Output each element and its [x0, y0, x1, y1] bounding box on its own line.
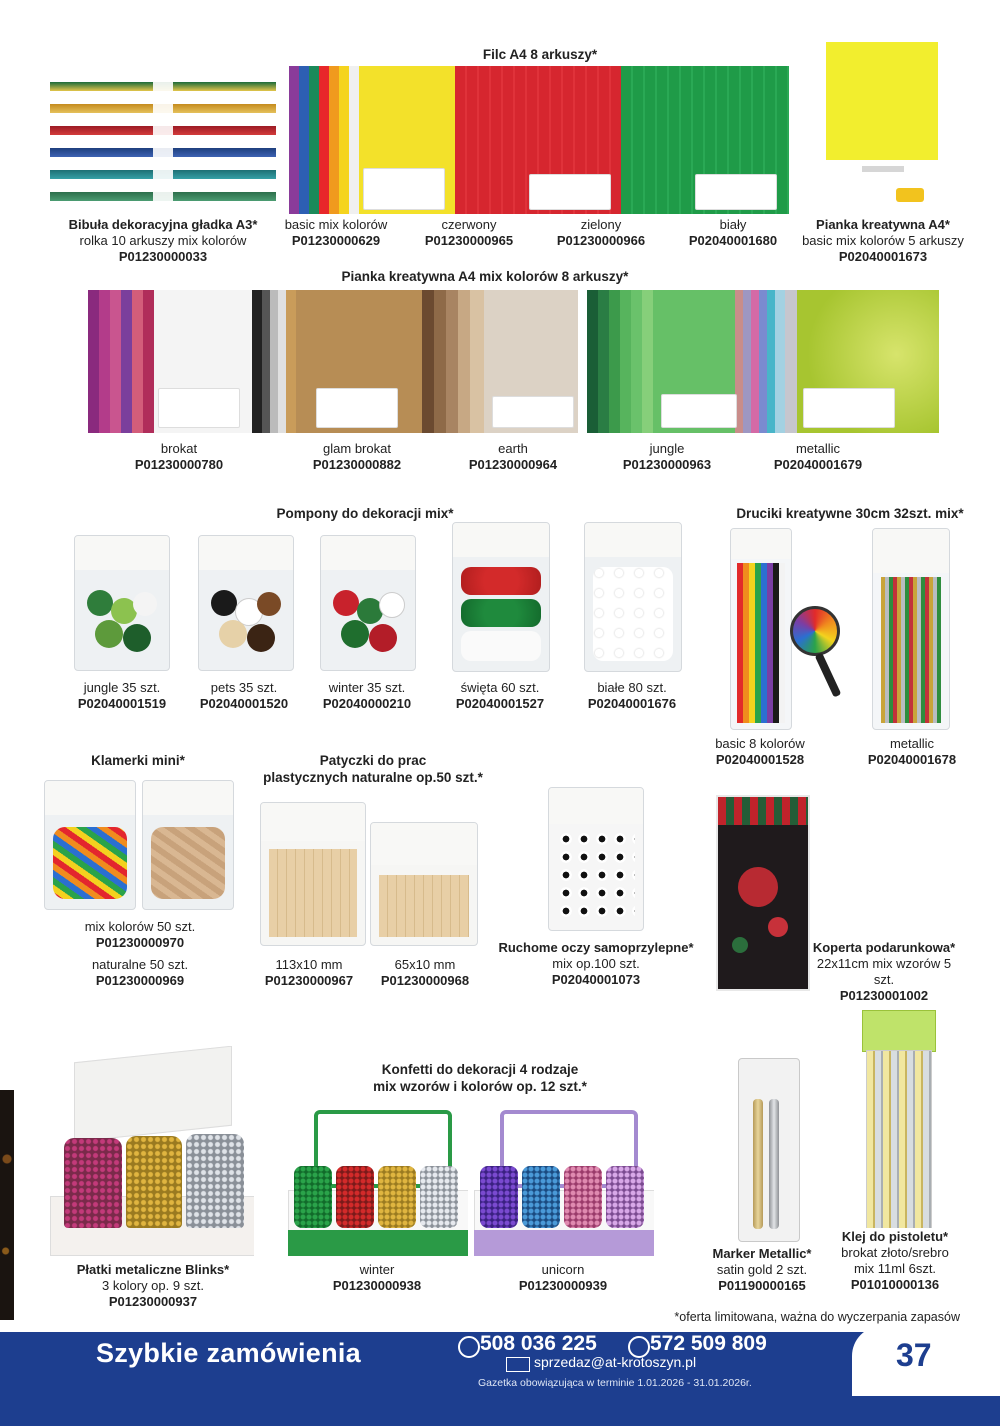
klamerki-code: P01230000970	[95, 935, 185, 950]
pianka-mix-desc: earth	[498, 441, 528, 456]
page-number: 37	[896, 1337, 932, 1373]
pianka-title: Pianka kreatywna A4*	[816, 217, 950, 232]
filc-label-icon	[529, 174, 611, 210]
pianka-mix-code: P01230000963	[622, 457, 712, 472]
filc-desc: biały	[719, 217, 747, 232]
pianka-mix-code: P01230000882	[312, 457, 402, 472]
filc-desc: czerwony	[441, 217, 497, 232]
patyczki-desc: 113x10 mm	[275, 957, 343, 972]
footnote: *oferta limitowana, ważna do wyczerpania zapasów	[674, 1310, 960, 1324]
pianka-mix-desc: glam brokat	[323, 441, 391, 456]
footer-title: Szybkie zamówienia	[96, 1338, 361, 1368]
pompony-desc: święta 60 szt.	[460, 680, 540, 695]
patyczki-code: P01230000967	[264, 973, 354, 988]
klej-desc-2: mix 11ml 6szt.	[853, 1261, 937, 1276]
bibula-desc: rolka 10 arkuszy mix kolorów	[79, 233, 247, 248]
druciki-desc: basic 8 kolorów	[715, 736, 805, 751]
pianka-mix-image-right	[587, 290, 939, 433]
pianka-label-icon	[316, 388, 398, 428]
pianka-label-icon	[158, 388, 240, 428]
pompony-winter-image	[320, 535, 416, 671]
pompony-biale-image	[584, 522, 682, 672]
koperta-code: P01230001002	[839, 988, 929, 1003]
marker-title: Marker Metallic*	[712, 1246, 812, 1261]
pompony-header: Pompony do dekoracji mix*	[276, 506, 454, 521]
filc-label-icon	[363, 168, 445, 210]
koperta-desc: 22x11cm mix wzorów 5 szt.	[816, 956, 952, 987]
filc-code: P02040001680	[688, 233, 778, 248]
konfetti-desc: winter	[359, 1262, 395, 1277]
klej-image	[858, 1010, 938, 1228]
pianka-mix-header: Pianka kreatywna A4 mix kolorów 8 arkuszy*	[341, 269, 629, 284]
druciki-header: Druciki kreatywne 30cm 32szt. mix*	[736, 506, 964, 521]
filc-desc: zielony	[580, 217, 622, 232]
oczy-image	[548, 787, 644, 931]
bibula-title: Bibuła dekoracyjna gładka A3*	[68, 217, 258, 232]
decor-strip	[0, 1090, 14, 1320]
pianka-label-icon	[803, 388, 895, 428]
druciki-basic-image	[730, 528, 792, 730]
druciki-metallic-image	[872, 528, 950, 730]
klej-title: Klej do pistoletu*	[841, 1229, 949, 1244]
footer-validity: Gazetka obowiązująca w terminie 1.01.2026 - 31.01.2026r.	[478, 1377, 752, 1389]
patyczki-code: P01230000968	[380, 973, 470, 988]
pianka-mix-code: P01230000780	[134, 457, 224, 472]
pianka-mix-desc: jungle	[649, 441, 685, 456]
bibula-code: P01230000033	[118, 249, 208, 264]
druciki-desc: metallic	[889, 736, 935, 751]
konfetti-header-1: Konfetti do dekoracji 4 rodzaje	[381, 1062, 579, 1077]
filc-code: P01230000965	[424, 233, 514, 248]
pompony-desc: pets 35 szt.	[210, 680, 278, 695]
filc-code: P01230000629	[291, 233, 381, 248]
pianka-label-icon	[492, 396, 574, 428]
pianka-mix-desc: metallic	[795, 441, 841, 456]
patyczki-desc: 65x10 mm	[394, 957, 456, 972]
koperta-title: Koperta podarunkowa*	[812, 940, 956, 955]
klamerki-desc: mix kolorów 50 szt.	[84, 919, 196, 934]
pompony-pets-image	[198, 535, 294, 671]
oczy-code: P02040001073	[551, 972, 641, 987]
klamerki-code: P01230000969	[95, 973, 185, 988]
pianka-label-icon	[661, 394, 737, 428]
footer-bar	[0, 1332, 1000, 1426]
pianka-image	[826, 42, 938, 210]
klamerki-natural-image	[142, 780, 234, 910]
pompony-code: P02040000210	[322, 696, 412, 711]
pompony-desc: winter 35 szt.	[328, 680, 406, 695]
marker-image	[738, 1058, 800, 1242]
pianka-mix-desc: brokat	[160, 441, 198, 456]
footer-phone-2[interactable]: 572 509 809	[650, 1332, 767, 1355]
klamerki-desc: naturalne 50 szt.	[91, 957, 189, 972]
pompony-code: P02040001676	[587, 696, 677, 711]
konfetti-code: P01230000939	[518, 1278, 608, 1293]
phone-icon	[458, 1336, 480, 1358]
filc-code: P01230000966	[556, 233, 646, 248]
patyczki-header-2: plastycznych naturalne op.50 szt.*	[263, 770, 483, 785]
filc-header: Filc A4 8 arkuszy*	[482, 47, 598, 62]
pianka-mix-code: P02040001679	[773, 457, 863, 472]
filc-desc: basic mix kolorów	[284, 217, 388, 232]
konfetti-code: P01230000938	[332, 1278, 422, 1293]
pompony-code: P02040001520	[199, 696, 289, 711]
konfetti-desc: unicorn	[541, 1262, 585, 1277]
platki-code: P01230000937	[108, 1294, 198, 1309]
pompony-jungle-image	[74, 535, 170, 671]
druciki-code: P02040001528	[715, 752, 805, 767]
marker-desc: satin gold 2 szt.	[716, 1262, 808, 1277]
oczy-desc: mix op.100 szt.	[552, 956, 640, 971]
pompony-desc: białe 80 szt.	[597, 680, 667, 695]
pompony-code: P02040001527	[455, 696, 545, 711]
magnifier-icon	[790, 606, 842, 700]
pompony-desc: jungle 35 szt.	[83, 680, 161, 695]
konfetti-header-2: mix wzorów i kolorów op. 12 szt.*	[373, 1079, 587, 1094]
pianka-code: P02040001673	[838, 249, 928, 264]
druciki-code: P02040001678	[867, 752, 957, 767]
klej-desc: brokat złoto/srebro	[841, 1245, 949, 1260]
bibula-image	[50, 78, 276, 210]
patyczki-header-1: Patyczki do prac	[319, 753, 427, 768]
konfetti-winter-image	[288, 1106, 468, 1256]
platki-image	[50, 1046, 254, 1256]
patyczki-113-image	[260, 802, 366, 946]
klamerki-kolor-image	[44, 780, 136, 910]
patyczki-65-image	[370, 822, 478, 946]
pompony-swieta-image	[452, 522, 550, 672]
klamerki-header: Klamerki mini*	[91, 753, 185, 768]
mail-icon	[506, 1357, 530, 1372]
pianka-desc: basic mix kolorów 5 arkuszy	[802, 233, 964, 248]
pompony-code: P02040001519	[77, 696, 167, 711]
platki-title: Płatki metaliczne Blinks*	[76, 1262, 230, 1277]
konfetti-unicorn-image	[474, 1106, 654, 1256]
oczy-title: Ruchome oczy samoprzylepne*	[498, 940, 694, 955]
klej-code: P01010000136	[850, 1277, 940, 1292]
platki-desc: 3 kolory op. 9 szt.	[102, 1278, 204, 1293]
marker-code: P01190000165	[718, 1278, 806, 1293]
footer-phone-1[interactable]: 508 036 225	[480, 1332, 597, 1355]
pianka-mix-code: P01230000964	[468, 457, 558, 472]
koperta-image	[716, 795, 810, 991]
footer-email[interactable]: sprzedaz@at-krotoszyn.pl	[534, 1354, 697, 1370]
filc-image	[289, 66, 789, 214]
filc-label-icon	[695, 174, 777, 210]
pianka-mix-image-left	[88, 290, 578, 433]
